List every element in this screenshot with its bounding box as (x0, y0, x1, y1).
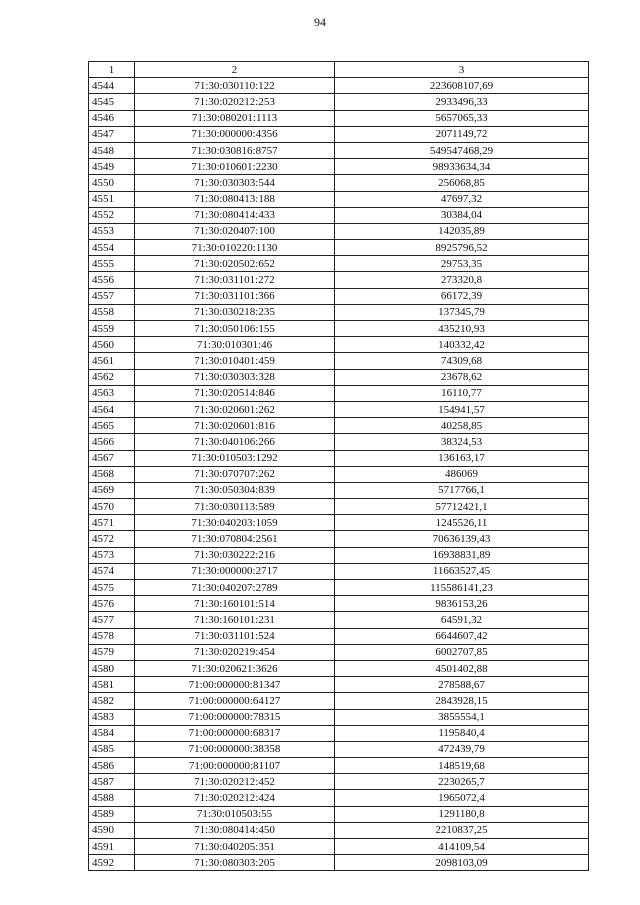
row-number-cell: 4570 (89, 499, 135, 515)
table-row (89, 855, 589, 871)
table-row (89, 288, 589, 304)
row-number-cell: 4587 (89, 774, 135, 790)
table-row (89, 660, 589, 676)
cadastral-number-cell: 71:30:160101:231 (135, 612, 335, 628)
row-number-cell: 4559 (89, 321, 135, 337)
table-row (89, 110, 589, 126)
table-row (89, 321, 589, 337)
row-number-cell: 4566 (89, 434, 135, 450)
value-cell: 98933634,34 (335, 159, 589, 175)
table-row (89, 78, 589, 94)
value-cell: 9836153,26 (335, 596, 589, 612)
table-row (89, 191, 589, 207)
cadastral-number-cell: 71:30:020407:100 (135, 223, 335, 239)
cadastral-number-cell: 71:30:031101:272 (135, 272, 335, 288)
value-cell: 4501402,88 (335, 660, 589, 676)
table-row (89, 369, 589, 385)
table-row (89, 774, 589, 790)
cadastral-number-cell: 71:30:050304:839 (135, 482, 335, 498)
table-row (89, 709, 589, 725)
table-row (89, 353, 589, 369)
column-header-2: 2 (135, 62, 335, 78)
value-cell: 70636139,43 (335, 531, 589, 547)
table-row (89, 142, 589, 158)
row-number-cell: 4564 (89, 401, 135, 417)
cadastral-number-cell: 71:30:160101:514 (135, 596, 335, 612)
table-row (89, 482, 589, 498)
row-number-cell: 4586 (89, 758, 135, 774)
row-number-cell: 4552 (89, 207, 135, 223)
value-cell: 11663527,45 (335, 563, 589, 579)
table-row (89, 207, 589, 223)
table-row (89, 612, 589, 628)
value-cell: 40258,85 (335, 418, 589, 434)
row-number-cell: 4592 (89, 855, 135, 871)
cadastral-number-cell: 71:30:020601:816 (135, 418, 335, 434)
table-row (89, 741, 589, 757)
table-row (89, 401, 589, 417)
value-cell: 278588,67 (335, 677, 589, 693)
value-cell: 273320,8 (335, 272, 589, 288)
table-row (89, 434, 589, 450)
row-number-cell: 4548 (89, 142, 135, 158)
row-number-cell: 4547 (89, 126, 135, 142)
value-cell: 47697,32 (335, 191, 589, 207)
cadastral-number-cell: 71:30:080201:1113 (135, 110, 335, 126)
table-row (89, 466, 589, 482)
value-cell: 140332,42 (335, 337, 589, 353)
value-cell: 8925796,52 (335, 240, 589, 256)
cadastral-number-cell: 71:00:000000:81347 (135, 677, 335, 693)
cadastral-number-cell: 71:30:040205:351 (135, 839, 335, 855)
row-number-cell: 4585 (89, 741, 135, 757)
table-row (89, 126, 589, 142)
table-row (89, 725, 589, 741)
row-number-cell: 4573 (89, 547, 135, 563)
table-row (89, 596, 589, 612)
page-number: 94 (314, 15, 326, 29)
table-row (89, 580, 589, 596)
table-row (89, 175, 589, 191)
row-number-cell: 4567 (89, 450, 135, 466)
cadastral-number-cell: 71:30:010401:459 (135, 353, 335, 369)
table-row (89, 337, 589, 353)
value-cell: 6644607,42 (335, 628, 589, 644)
row-number-cell: 4589 (89, 806, 135, 822)
row-number-cell: 4551 (89, 191, 135, 207)
value-cell: 3855554,1 (335, 709, 589, 725)
row-number-cell: 4557 (89, 288, 135, 304)
value-cell: 23678,62 (335, 369, 589, 385)
cadastral-number-cell: 71:30:031101:524 (135, 628, 335, 644)
value-cell: 142035,89 (335, 223, 589, 239)
cadastral-number-cell: 71:30:080413:188 (135, 191, 335, 207)
value-cell: 16110,77 (335, 385, 589, 401)
row-number-cell: 4563 (89, 385, 135, 401)
cadastral-number-cell: 71:30:020514:846 (135, 385, 335, 401)
row-number-cell: 4575 (89, 580, 135, 596)
cadastral-number-cell: 71:30:000000:4356 (135, 126, 335, 142)
row-number-cell: 4571 (89, 515, 135, 531)
value-cell: 2933496,33 (335, 94, 589, 110)
row-number-cell: 4558 (89, 304, 135, 320)
value-cell: 1195840,4 (335, 725, 589, 741)
value-cell: 472439,79 (335, 741, 589, 757)
cadastral-number-cell: 71:30:030113:589 (135, 499, 335, 515)
value-cell: 115586141,23 (335, 580, 589, 596)
row-number-cell: 4554 (89, 240, 135, 256)
row-number-cell: 4584 (89, 725, 135, 741)
cadastral-number-cell: 71:30:070707:262 (135, 466, 335, 482)
cadastral-number-cell: 71:30:010220:1130 (135, 240, 335, 256)
value-cell: 1245526,11 (335, 515, 589, 531)
row-number-cell: 4582 (89, 693, 135, 709)
value-cell: 2210837,25 (335, 822, 589, 838)
row-number-cell: 4574 (89, 563, 135, 579)
row-number-cell: 4565 (89, 418, 135, 434)
cadastral-number-cell: 71:00:000000:64127 (135, 693, 335, 709)
column-header-1: 1 (89, 62, 135, 78)
cadastral-number-cell: 71:30:020601:262 (135, 401, 335, 417)
value-cell: 74309,68 (335, 353, 589, 369)
cadastral-number-cell: 71:30:030816:8757 (135, 142, 335, 158)
row-number-cell: 4555 (89, 256, 135, 272)
cadastral-number-cell: 71:30:080414:450 (135, 822, 335, 838)
table-row (89, 240, 589, 256)
table-row (89, 644, 589, 660)
column-header-3: 3 (335, 62, 589, 78)
table-row (89, 304, 589, 320)
row-number-cell: 4560 (89, 337, 135, 353)
value-cell: 1291180,8 (335, 806, 589, 822)
cadastral-number-cell: 71:30:010601:2230 (135, 159, 335, 175)
table-row (89, 790, 589, 806)
row-number-cell: 4568 (89, 466, 135, 482)
row-number-cell: 4583 (89, 709, 135, 725)
table-row (89, 839, 589, 855)
value-cell: 414109,54 (335, 839, 589, 855)
cadastral-number-cell: 71:30:070804:2561 (135, 531, 335, 547)
cadastral-number-cell: 71:30:020621:3626 (135, 660, 335, 676)
cadastral-number-cell: 71:30:020212:253 (135, 94, 335, 110)
table-header-row (89, 62, 589, 78)
value-cell: 486069 (335, 466, 589, 482)
cadastral-number-cell: 71:30:010301:46 (135, 337, 335, 353)
data-table (88, 61, 589, 871)
value-cell: 435210,93 (335, 321, 589, 337)
value-cell: 5657065,33 (335, 110, 589, 126)
cadastral-number-cell: 71:30:040106:266 (135, 434, 335, 450)
row-number-cell: 4550 (89, 175, 135, 191)
table-row (89, 256, 589, 272)
value-cell: 64591,32 (335, 612, 589, 628)
cadastral-number-cell: 71:30:030303:328 (135, 369, 335, 385)
cadastral-number-cell: 71:30:040207:2789 (135, 580, 335, 596)
table-row (89, 515, 589, 531)
value-cell: 148519,68 (335, 758, 589, 774)
table-row (89, 418, 589, 434)
cadastral-number-cell: 71:30:020212:452 (135, 774, 335, 790)
value-cell: 16938831,89 (335, 547, 589, 563)
cadastral-number-cell: 71:00:000000:38358 (135, 741, 335, 757)
cadastral-number-cell: 71:30:030218:235 (135, 304, 335, 320)
table-row (89, 94, 589, 110)
value-cell: 2071149,72 (335, 126, 589, 142)
table-row (89, 677, 589, 693)
cadastral-number-cell: 71:30:031101:366 (135, 288, 335, 304)
value-cell: 1965072,4 (335, 790, 589, 806)
row-number-cell: 4590 (89, 822, 135, 838)
value-cell: 2230265,7 (335, 774, 589, 790)
row-number-cell: 4562 (89, 369, 135, 385)
table-row (89, 223, 589, 239)
row-number-cell: 4553 (89, 223, 135, 239)
value-cell: 256068,85 (335, 175, 589, 191)
value-cell: 223608107,69 (335, 78, 589, 94)
cadastral-number-cell: 71:00:000000:81107 (135, 758, 335, 774)
table-row (89, 531, 589, 547)
value-cell: 30384,04 (335, 207, 589, 223)
value-cell: 137345,79 (335, 304, 589, 320)
row-number-cell: 4561 (89, 353, 135, 369)
table-body (89, 78, 589, 871)
table-row (89, 806, 589, 822)
cadastral-number-cell: 71:30:020212:424 (135, 790, 335, 806)
cadastral-number-cell: 71:30:030303:544 (135, 175, 335, 191)
value-cell: 549547468,29 (335, 142, 589, 158)
table-row (89, 822, 589, 838)
table-row (89, 450, 589, 466)
row-number-cell: 4580 (89, 660, 135, 676)
row-number-cell: 4579 (89, 644, 135, 660)
table-row (89, 758, 589, 774)
row-number-cell: 4572 (89, 531, 135, 547)
table-row (89, 628, 589, 644)
table-row (89, 272, 589, 288)
value-cell: 154941,57 (335, 401, 589, 417)
value-cell: 5717766,1 (335, 482, 589, 498)
cadastral-number-cell: 71:30:050106:155 (135, 321, 335, 337)
row-number-cell: 4588 (89, 790, 135, 806)
cadastral-number-cell: 71:30:040203:1059 (135, 515, 335, 531)
value-cell: 6002707,85 (335, 644, 589, 660)
cadastral-number-cell: 71:30:080303:205 (135, 855, 335, 871)
value-cell: 57712421,1 (335, 499, 589, 515)
row-number-cell: 4546 (89, 110, 135, 126)
cadastral-number-cell: 71:30:010503:1292 (135, 450, 335, 466)
row-number-cell: 4581 (89, 677, 135, 693)
table-row (89, 159, 589, 175)
row-number-cell: 4544 (89, 78, 135, 94)
row-number-cell: 4545 (89, 94, 135, 110)
cadastral-number-cell: 71:30:010503:55 (135, 806, 335, 822)
row-number-cell: 4556 (89, 272, 135, 288)
value-cell: 2843928,15 (335, 693, 589, 709)
cadastral-number-cell: 71:30:000000:2717 (135, 563, 335, 579)
cadastral-number-cell: 71:30:020502:652 (135, 256, 335, 272)
value-cell: 136163,17 (335, 450, 589, 466)
table-row (89, 385, 589, 401)
row-number-cell: 4591 (89, 839, 135, 855)
table-row (89, 547, 589, 563)
cadastral-number-cell: 71:30:030222:216 (135, 547, 335, 563)
row-number-cell: 4569 (89, 482, 135, 498)
table-row (89, 499, 589, 515)
value-cell: 38324,53 (335, 434, 589, 450)
cadastral-number-cell: 71:00:000000:68317 (135, 725, 335, 741)
value-cell: 66172,39 (335, 288, 589, 304)
cadastral-number-cell: 71:30:030110:122 (135, 78, 335, 94)
cadastral-number-cell: 71:30:020219:454 (135, 644, 335, 660)
row-number-cell: 4578 (89, 628, 135, 644)
table-row (89, 693, 589, 709)
row-number-cell: 4577 (89, 612, 135, 628)
value-cell: 2098103,09 (335, 855, 589, 871)
table-row (89, 563, 589, 579)
cadastral-number-cell: 71:00:000000:78315 (135, 709, 335, 725)
row-number-cell: 4576 (89, 596, 135, 612)
cadastral-number-cell: 71:30:080414:433 (135, 207, 335, 223)
row-number-cell: 4549 (89, 159, 135, 175)
value-cell: 29753,35 (335, 256, 589, 272)
